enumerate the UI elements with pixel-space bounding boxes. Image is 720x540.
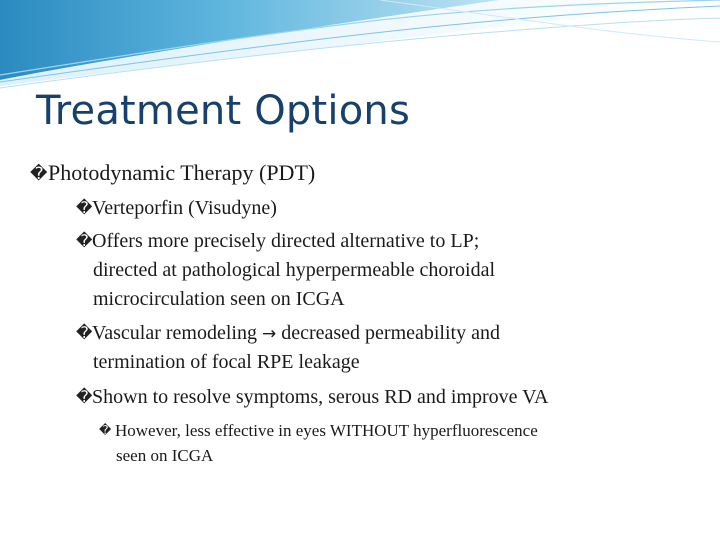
bullet-text-continuation: seen on ICGA (116, 446, 214, 465)
bullet-text: Offers more precisely directed alternative to LP; (92, 230, 480, 252)
bullet-icon: � (99, 423, 112, 437)
bullet-icon: � (76, 198, 93, 217)
bullet-level2-offers (76, 230, 479, 253)
bullet-text: Shown to resolve symptoms, serous RD and improve VA (92, 386, 549, 408)
slide-title: Treatment Options (36, 88, 410, 134)
bullet-text-continuation: directed at pathological hyperpermeable choroidal (93, 259, 496, 281)
arrow-right-icon: → (261, 324, 277, 344)
bullet-text: However, less effective in eyes WITHOUT hyperfluorescence (115, 421, 538, 440)
bullet-text: decreased permeability and (276, 322, 500, 344)
header-wave-decoration (0, 0, 720, 90)
bullet-level3-however (99, 421, 538, 441)
bullet-text: Vascular remodeling (92, 322, 262, 344)
bullet-text-continuation: termination of focal RPE leakage (93, 351, 360, 373)
bullet-icon: � (30, 164, 48, 184)
bullet-icon: � (76, 323, 93, 342)
bullet-level2-vascular (76, 322, 500, 345)
bullet-level2-verteporfin (76, 197, 277, 220)
bullet-level1 (30, 160, 315, 186)
bullet-icon: � (76, 231, 93, 250)
bullet-icon: � (76, 387, 93, 406)
bullet-text: Verteporfin (Visudyne) (92, 197, 277, 219)
bullet-level2-shown (76, 386, 548, 409)
bullet-text-continuation: microcirculation seen on ICGA (93, 288, 345, 310)
bullet-text: Photodynamic Therapy (PDT) (48, 160, 316, 185)
